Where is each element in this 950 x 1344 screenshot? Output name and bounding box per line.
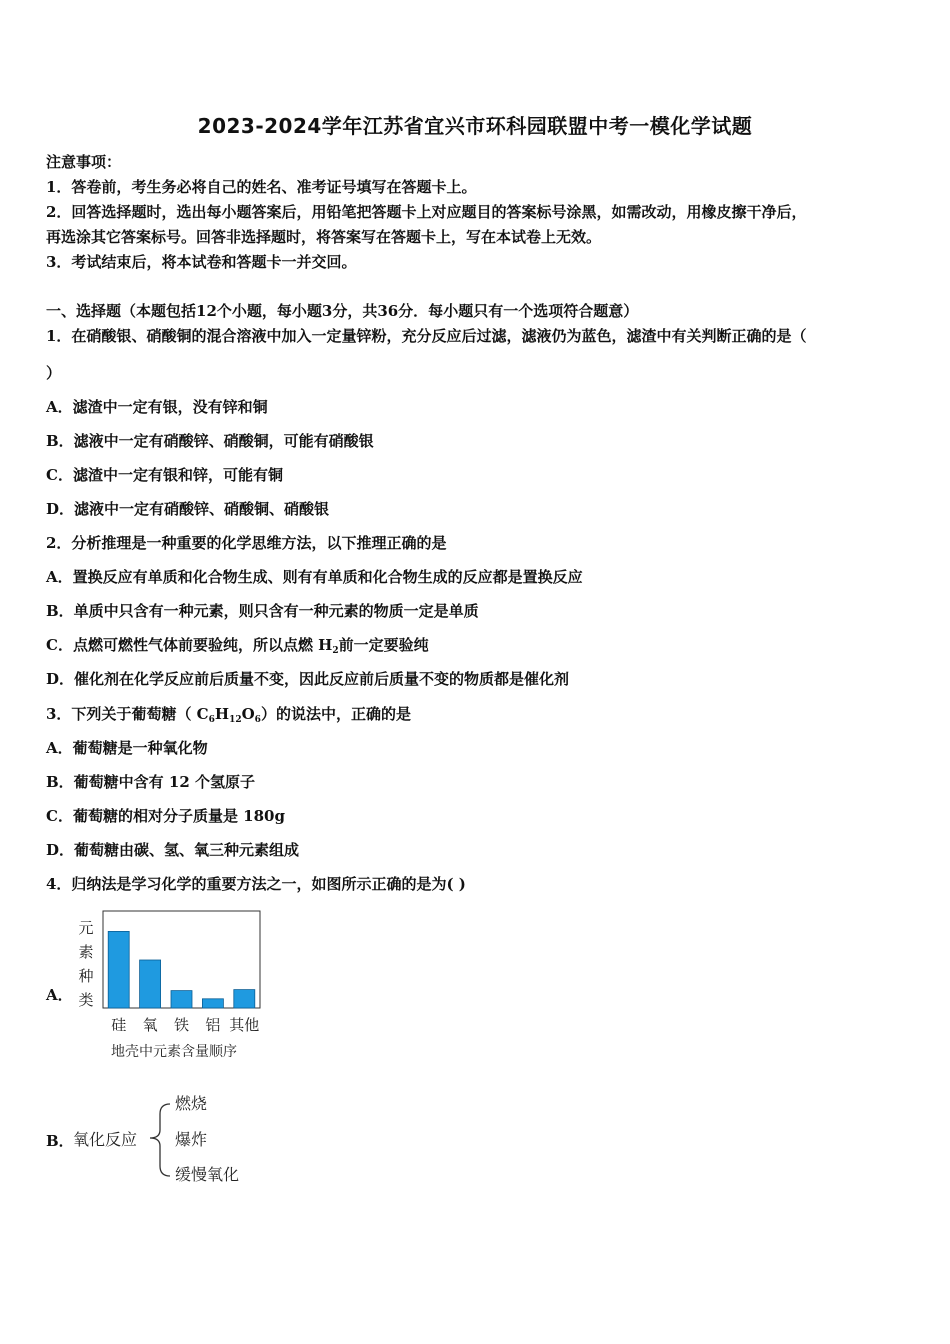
chart-xtick-2: 氧: [142, 1016, 158, 1034]
chart-xtick-4: 铝: [205, 1016, 221, 1034]
q1-option-c: C．滤渣中一定有银和锌，可能有铜: [46, 466, 283, 484]
q1-option-d: D．滤液中一定有硝酸锌、硝酸铜、硝酸银: [46, 500, 330, 518]
q3-sub-o: 6: [254, 715, 261, 725]
q3-sub-h: 12: [229, 715, 242, 725]
q1-option-a: A．滤渣中一定有银，没有锌和铜: [46, 398, 268, 416]
chart-bar-5: [234, 990, 255, 1008]
q2-option-c-pre: C．点燃可燃性气体前要验纯，所以点燃 H: [46, 636, 333, 654]
q3-stem: [46, 704, 906, 724]
chart-xtick-3: 铁: [173, 1016, 190, 1034]
q4-stem: 4．归纳法是学习化学的重要方法之一，如图所示正确的是为( ): [46, 875, 466, 893]
chart-bar-2: [140, 960, 161, 1008]
element-abundance-chart: [70, 905, 280, 1065]
notice-heading: 注意事项：: [46, 153, 122, 171]
q2-stem: 2．分析推理是一种重要的化学思维方法，以下推理正确的是: [46, 534, 447, 552]
q2-option-c: [46, 635, 906, 655]
chart-bar-4: [202, 999, 223, 1008]
diagram-root: 氧化反应: [73, 1130, 138, 1149]
q1-stem-end: ）: [46, 364, 62, 382]
chart-ylabel-char-4: 类: [78, 991, 94, 1009]
q3-option-a: A．葡萄糖是一种氧化物: [46, 739, 208, 757]
q3-sub-c: 6: [208, 715, 215, 725]
diagram-brace: [150, 1104, 170, 1176]
q3-option-d: D．葡萄糖由碳、氢、氧三种元素组成: [46, 841, 300, 859]
q4-option-a-label: A．: [46, 986, 73, 1004]
notice-item-1: 1．答卷前，考生务必将自己的姓名、准考证号填写在答题卡上。: [46, 178, 477, 196]
q3-option-c: C．葡萄糖的相对分子质量是 180g: [46, 807, 285, 825]
section-heading: 一、选择题（本题包括12个小题，每小题3分，共36分．每小题只有一个选项符合题意）: [46, 302, 639, 320]
chart-bar-3: [171, 991, 192, 1008]
chart-ylabel: [78, 919, 93, 1009]
notice-item-2-cont: 再选涂其它答案标号。回答非选择题时，将答案写在答题卡上，写在本试卷上无效。: [46, 228, 602, 246]
q2-option-b: B．单质中只含有一种元素，则只含有一种元素的物质一定是单质: [46, 602, 479, 620]
q3-h: H: [214, 705, 230, 723]
diagram-branch-3: 缓慢氧化: [175, 1165, 240, 1184]
q4-option-b-label: B．: [46, 1132, 74, 1150]
q3-o: O: [241, 705, 255, 723]
chart-title: 地壳中元素含量顺序: [111, 1044, 237, 1060]
notice-item-3: 3．考试结束后，将本试卷和答题卡一并交回。: [46, 253, 357, 271]
chart-bar-1: [108, 931, 129, 1008]
chart-bars: [108, 931, 255, 1008]
q1-option-b: B．滤液中一定有硝酸锌、硝酸铜，可能有硝酸银: [46, 432, 374, 450]
chart-ylabel-char-1: 元: [78, 919, 94, 937]
chart-ylabel-char-2: 素: [78, 943, 94, 961]
q3-option-b: B．葡萄糖中含有 12 个氢原子: [46, 773, 255, 791]
notice-item-2: 2．回答选择题时，选出每小题答案后，用铅笔把答题卡上对应题目的答案标号涂黑，如需改动，用橡皮擦干净后，: [46, 203, 807, 221]
chart-ylabel-char-3: 种: [78, 967, 94, 985]
q2-option-a: A．置换反应有单质和化合物生成、则有有单质和化合物生成的反应都是置换反应: [46, 568, 583, 586]
q3-stem-post: ）的说法中，正确的是: [260, 705, 411, 723]
chart-xtick-1: 硅: [111, 1016, 127, 1034]
q1-stem: 1．在硝酸银、硝酸铜的混合溶液中加入一定量锌粉，充分反应后过滤，滤液仍为蓝色，滤渣中有关判断正确的是（: [46, 327, 807, 345]
q3-stem-pre: 3．下列关于葡萄糖（ C: [46, 705, 209, 723]
diagram-branch-2: 爆炸: [175, 1130, 208, 1149]
oxidation-diagram: [70, 1090, 270, 1190]
diagram-branch-1: 燃烧: [175, 1094, 208, 1113]
q2-option-d: D．催化剂在化学反应前后质量不变，因此反应前后质量不变的物质都是催化剂: [46, 670, 570, 688]
chart-xtick-5: 其他: [229, 1016, 260, 1034]
chart-xticks: [111, 1016, 259, 1034]
q2-option-c-sub: 2: [332, 646, 339, 656]
q2-option-c-post: 前一定要验纯: [338, 636, 429, 654]
page-title: 2023-2024学年江苏省宜兴市环科园联盟中考一模化学试题: [197, 114, 753, 138]
